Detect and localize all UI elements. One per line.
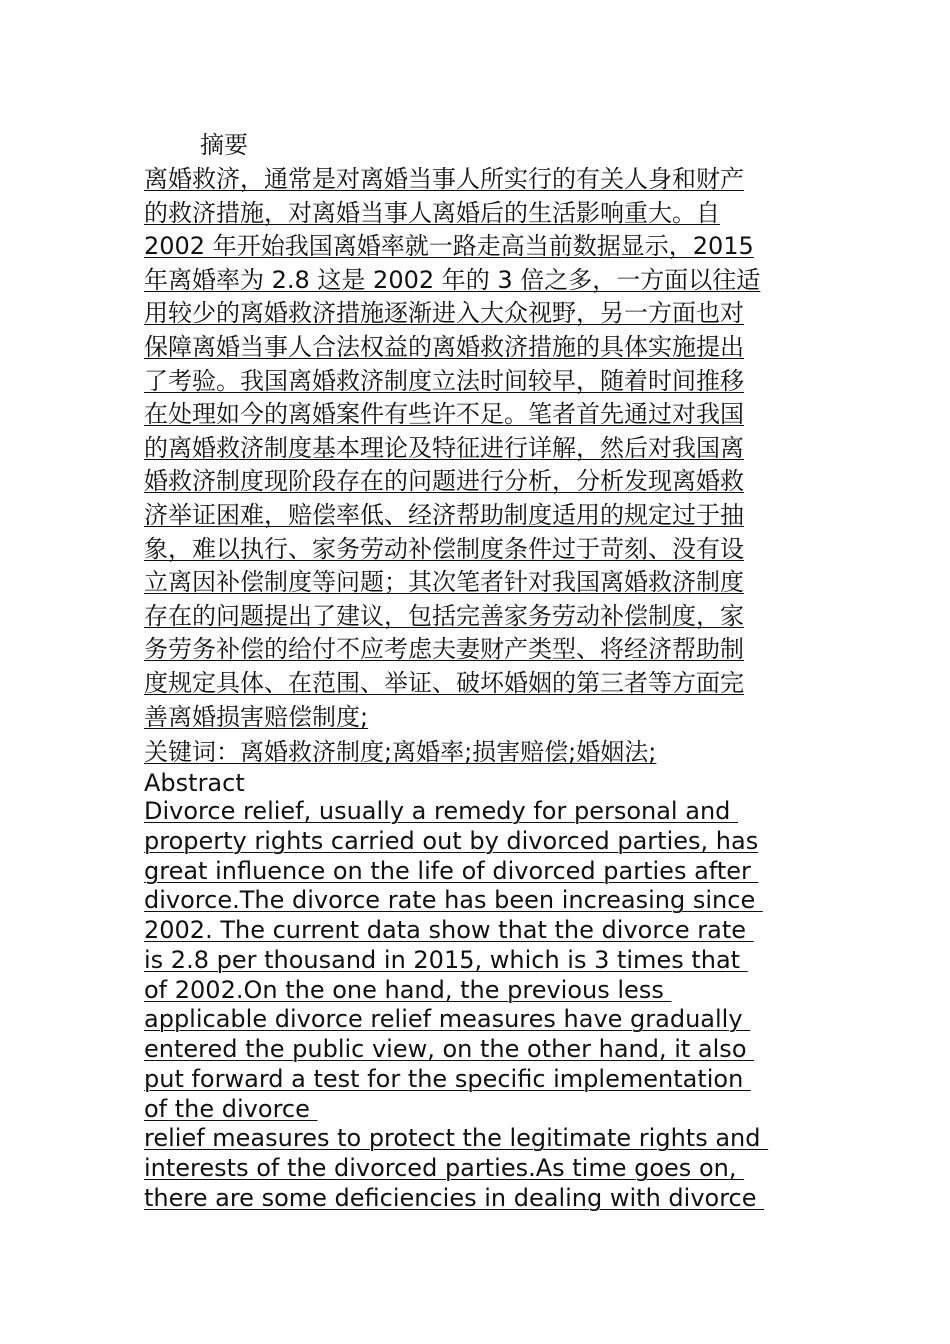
abstract-line-en: there are some deficiencies in dealing with divorce: [144, 1183, 765, 1212]
abstract-body-en: [144, 797, 834, 1214]
abstract-line-cn: 济举证困难，赔偿率低、经济帮助制度适用的规定过于抽: [144, 500, 744, 529]
abstract-line-cn: 务劳务补偿的给付不应考虑夫妻财产类型、将经济帮助制: [144, 635, 744, 664]
abstract-line-en: relief measures to protect the legitimate rights and: [144, 1124, 769, 1153]
abstract-line-cn: 存在的问题提出了建议，包括完善家务劳动补偿制度，家: [144, 601, 744, 630]
abstract-line-en: of 2002.On the one hand, the previous less: [144, 975, 672, 1004]
abstract-heading-en: Abstract: [144, 769, 245, 797]
abstract-line-cn: 了考验。我国离婚救济制度立法时间较早，随着时间推移: [144, 366, 744, 395]
abstract-line-cn: 善离婚损害赔偿制度;: [144, 702, 369, 731]
abstract-body-cn: [144, 163, 804, 734]
abstract-line-cn: 婚救济制度现阶段存在的问题进行分析，分析发现离婚救: [144, 467, 744, 496]
abstract-line-en: great influence on the life of divorced parties after: [144, 856, 759, 885]
abstract-heading-cn: 摘要: [200, 131, 248, 159]
abstract-line-en: put forward a test for the specific implementation: [144, 1064, 751, 1093]
abstract-line-cn: 的离婚救济制度基本理论及特征进行详解，然后对我国离: [144, 433, 744, 462]
abstract-line-en: is 2.8 per thousand in 2015, which is 3 times that: [144, 945, 748, 974]
abstract-line-cn: 的救济措施，对离婚当事人离婚后的生活影响重大。自: [144, 198, 720, 227]
abstract-line-cn: 度规定具体、在范围、举证、破坏婚姻的第三者等方面完: [144, 668, 744, 697]
keywords-line-cn: 关键词：离婚救济制度;离婚率;损害赔偿;婚姻法;: [144, 738, 657, 766]
abstract-line-cn: 年离婚率为 2.8 这是 2002 年的 3 倍之多，一方面以往适: [144, 265, 761, 294]
abstract-line-cn: 2002 年开始我国离婚率就一路走高当前数据显示，2015: [144, 232, 754, 261]
abstract-line-cn: 在处理如今的离婚案件有些许不足。笔者首先通过对我国: [144, 400, 744, 429]
abstract-line-cn: 象，难以执行、家务劳动补偿制度条件过于苛刻、没有设: [144, 534, 744, 563]
abstract-line-en: interests of the divorced parties.As time goes on,: [144, 1154, 745, 1182]
abstract-line-en: 2002. The current data show that the divorce rate: [144, 916, 754, 944]
abstract-line-en: applicable divorce relief measures have gradually: [144, 1005, 751, 1034]
abstract-line-en: entered the public view, on the other hand, it also: [144, 1035, 755, 1063]
abstract-line-cn: 用较少的离婚救济措施逐渐进入大众视野，另一方面也对: [144, 299, 744, 328]
abstract-line-en: Divorce relief, usually a remedy for personal and: [144, 797, 739, 825]
abstract-line-cn: 离婚救济，通常是对离婚当事人所实行的有关人身和财产: [144, 165, 744, 193]
abstract-line-en: of the divorce: [144, 1094, 318, 1123]
abstract-line-cn: 立离因补偿制度等问题；其次笔者针对我国离婚救济制度: [144, 568, 744, 597]
abstract-line-cn: 保障离婚当事人合法权益的离婚救济措施的具体实施提出: [144, 332, 744, 361]
abstract-line-en: property rights carried out by divorced parties, has: [144, 826, 759, 855]
abstract-line-en: divorce.The divorce rate has been increasing since: [144, 886, 763, 915]
